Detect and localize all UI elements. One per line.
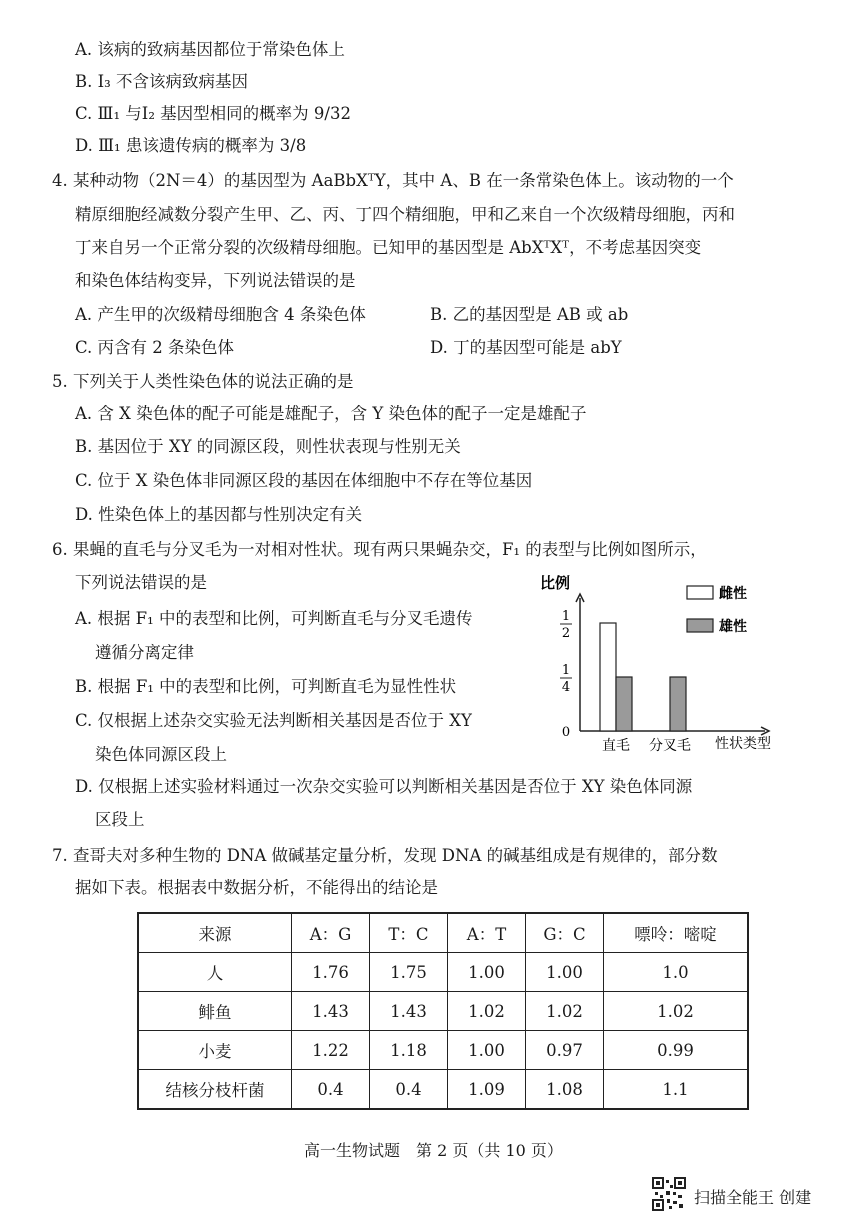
table-row bbox=[138, 1070, 748, 1110]
chart-axes bbox=[560, 594, 769, 754]
q4-option-c: C. 丙含有 2 条染色体 bbox=[75, 338, 235, 357]
table-cell: 1.43 bbox=[292, 992, 370, 1031]
q6-option-c: C. 仅根据上述杂交实验无法判断相关基因是否位于 XY bbox=[75, 711, 472, 730]
qr-code-icon bbox=[652, 1177, 686, 1211]
table-row bbox=[138, 992, 748, 1031]
table-cell: 1.1 bbox=[604, 1070, 749, 1110]
table-cell: 1.22 bbox=[292, 1031, 370, 1070]
table-row bbox=[138, 1031, 748, 1070]
table-header-cell: 来源 bbox=[138, 913, 292, 953]
table-header-cell: G：C bbox=[526, 913, 604, 953]
table-cell: 1.08 bbox=[526, 1070, 604, 1110]
q6-option-c-cont: 染色体同源区段上 bbox=[95, 745, 227, 764]
table-header-row bbox=[138, 913, 748, 953]
y-tick-label: 1 bbox=[561, 663, 571, 678]
table-header-cell: A：G bbox=[292, 913, 370, 953]
table-cell: 1.02 bbox=[604, 992, 749, 1031]
table-cell: 人 bbox=[138, 953, 292, 992]
y-tick-label: 4 bbox=[561, 680, 571, 695]
q6-option-d: D. 仅根据上述实验材料通过一次杂交实验可以判断相关基因是否位于 XY 染色体同源 bbox=[75, 777, 693, 796]
y-tick-label: 0 bbox=[561, 725, 571, 740]
q5-option-a: A. 含 X 染色体的配子可能是雄配子，含 Y 染色体的配子一定是雄配子 bbox=[75, 404, 587, 423]
base-ratio-table bbox=[137, 912, 749, 1110]
q3-option-c: C. Ⅲ₁ 与Ⅰ₂ 基因型相同的概率为 9/32 bbox=[75, 104, 351, 123]
scanner-watermark: 扫描全能王 创建 bbox=[694, 1188, 812, 1207]
bar-雄性 bbox=[616, 677, 632, 731]
q3-option-b: B. Ⅰ₃ 不含该病致病基因 bbox=[75, 72, 248, 91]
y-axis-label: 比例 bbox=[540, 574, 571, 592]
table-cell: 0.99 bbox=[604, 1031, 749, 1070]
table-cell: 1.76 bbox=[292, 953, 370, 992]
q6-stem-line-2: 下列说法错误的是 bbox=[75, 573, 207, 592]
table-cell: 1.00 bbox=[448, 953, 526, 992]
q4-stem-line-1: 4. 某种动物（2N＝4）的基因型为 AaBbXᵀY，其中 A、B 在一条常染色体上。该动物的一个 bbox=[52, 171, 734, 190]
q4-stem-line-2: 精原细胞经减数分裂产生甲、乙、丙、丁四个精细胞，甲和乙来自一个次级精母细胞，丙和 bbox=[75, 205, 735, 224]
table-cell: 0.4 bbox=[292, 1070, 370, 1110]
legend-swatch bbox=[687, 619, 713, 632]
table-cell: 1.43 bbox=[370, 992, 448, 1031]
x-tick-label: 分叉毛 bbox=[649, 738, 691, 754]
table-header-cell: 嘌呤：嘧啶 bbox=[604, 913, 749, 953]
table-cell: 鲱鱼 bbox=[138, 992, 292, 1031]
table-cell: 结核分枝杆菌 bbox=[138, 1070, 292, 1110]
y-tick-label: 2 bbox=[561, 626, 571, 641]
q7-stem-line-2: 据如下表。根据表中数据分析，不能得出的结论是 bbox=[75, 878, 438, 897]
q4-option-d: D. 丁的基因型可能是 abY bbox=[430, 338, 622, 357]
q3-option-d: D. Ⅲ₁ 患该遗传病的概率为 3/8 bbox=[75, 136, 307, 155]
table-cell: 1.00 bbox=[448, 1031, 526, 1070]
phenotype-ratio-chart bbox=[525, 568, 795, 758]
chart-bars bbox=[600, 623, 686, 731]
q6-option-a-cont: 遵循分离定律 bbox=[95, 643, 194, 662]
q3-option-a: A. 该病的致病基因都位于常染色体上 bbox=[75, 40, 345, 59]
x-tick-label: 直毛 bbox=[602, 738, 630, 754]
legend-label: 雄性 bbox=[719, 619, 747, 635]
q4-stem-line-4: 和染色体结构变异，下列说法错误的是 bbox=[75, 271, 356, 290]
table-cell: 1.02 bbox=[526, 992, 604, 1031]
bar-雄性 bbox=[670, 677, 686, 731]
table-header-cell: T：C bbox=[370, 913, 448, 953]
legend-label: 雌性 bbox=[719, 586, 747, 602]
bar-雌性 bbox=[600, 623, 616, 731]
chart-legend bbox=[687, 585, 747, 635]
x-axis-label: 性状类型 bbox=[715, 736, 771, 752]
table-cell: 1.02 bbox=[448, 992, 526, 1031]
q6-option-b: B. 根据 F₁ 中的表型和比例，可判断直毛为显性性状 bbox=[75, 677, 457, 696]
q4-option-a: A. 产生甲的次级精母细胞含 4 条染色体 bbox=[75, 305, 366, 324]
table-cell: 0.97 bbox=[526, 1031, 604, 1070]
table-cell: 1.18 bbox=[370, 1031, 448, 1070]
page-footer: 高一生物试题 第 2 页（共 10 页） bbox=[304, 1141, 563, 1160]
q6-option-d-cont: 区段上 bbox=[95, 810, 145, 829]
q6-stem-line-1: 6. 果蝇的直毛与分叉毛为一对相对性状。现有两只果蝇杂交，F₁ 的表型与比例如图所示， bbox=[52, 540, 707, 559]
table-cell: 1.0 bbox=[604, 953, 749, 992]
q5-stem: 5. 下列关于人类性染色体的说法正确的是 bbox=[52, 372, 354, 391]
table-row bbox=[138, 953, 748, 992]
q7-stem-line-1: 7. 查哥夫对多种生物的 DNA 做碱基定量分析，发现 DNA 的碱基组成是有规律的，部分数 bbox=[52, 846, 718, 865]
q6-option-a: A. 根据 F₁ 中的表型和比例，可判断直毛与分叉毛遗传 bbox=[75, 609, 473, 628]
q4-option-b: B. 乙的基因型是 AB 或 ab bbox=[430, 305, 629, 324]
y-tick-label: 1 bbox=[561, 609, 571, 624]
q4-stem-line-3: 丁来自另一个正常分裂的次级精母细胞。已知甲的基因型是 AbXᵀXᵀ，不考虑基因突变 bbox=[75, 238, 702, 257]
q5-option-b: B. 基因位于 XY 的同源区段，则性状表现与性别无关 bbox=[75, 437, 461, 456]
legend-swatch bbox=[687, 586, 713, 599]
table-cell: 1.75 bbox=[370, 953, 448, 992]
table-cell: 1.09 bbox=[448, 1070, 526, 1110]
q5-option-c: C. 位于 X 染色体非同源区段的基因在体细胞中不存在等位基因 bbox=[75, 471, 533, 490]
table-cell: 小麦 bbox=[138, 1031, 292, 1070]
table-cell: 1.00 bbox=[526, 953, 604, 992]
q5-option-d: D. 性染色体上的基因都与性别决定有关 bbox=[75, 505, 363, 524]
table-header-cell: A：T bbox=[448, 913, 526, 953]
table-cell: 0.4 bbox=[370, 1070, 448, 1110]
